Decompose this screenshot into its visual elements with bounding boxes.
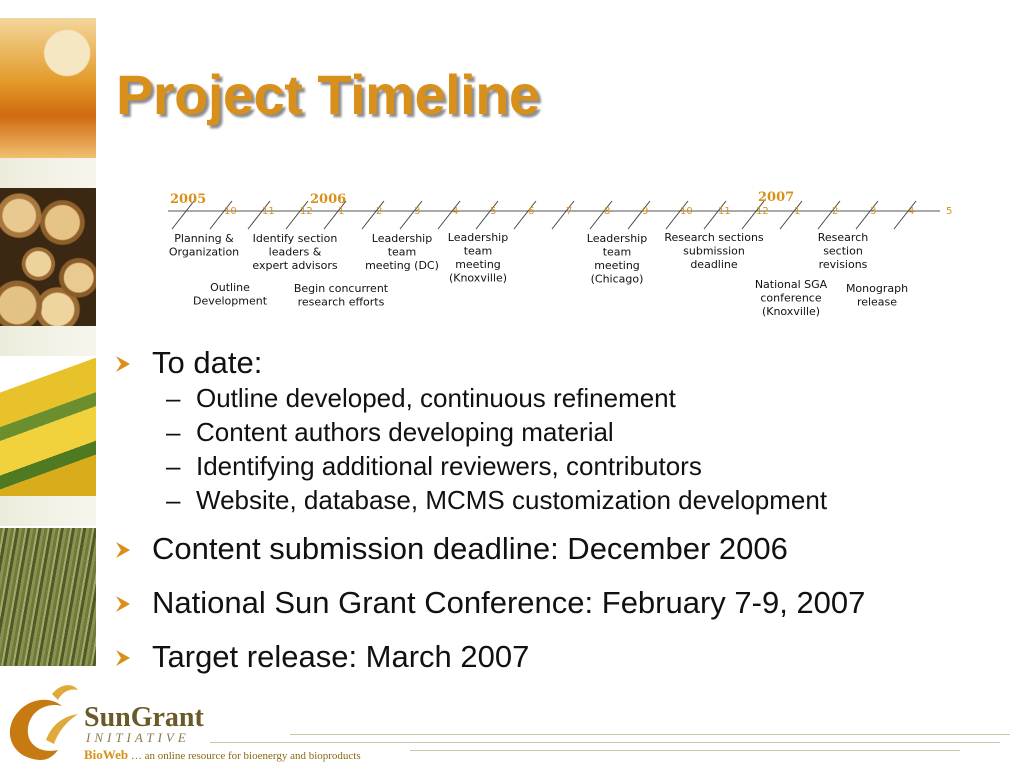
timeline-month-label: 1 bbox=[338, 206, 345, 217]
switchgrass-photo bbox=[0, 528, 96, 666]
timeline-event: Planning & Organization bbox=[168, 232, 240, 259]
timeline-lower-events bbox=[193, 278, 908, 318]
sub-bullet-text: Outline developed, continuous refinement bbox=[196, 383, 676, 413]
timeline-event: Research section revisions bbox=[817, 231, 869, 271]
timeline-month-label: 10 bbox=[680, 206, 693, 217]
timeline-month-label: 10 bbox=[224, 206, 237, 217]
arrow-bullet-icon bbox=[114, 541, 132, 559]
logo-subtext: INITIATIVE bbox=[86, 730, 190, 745]
dash-icon: – bbox=[166, 417, 181, 447]
dash-icon: – bbox=[166, 485, 181, 515]
timeline-event: National SGA conference (Knoxville) bbox=[754, 278, 828, 318]
timeline-event: Begin concurrent research efforts bbox=[293, 282, 389, 309]
timeline-event: Research sections submission deadline bbox=[664, 231, 764, 271]
timeline-month-label: 4 bbox=[452, 206, 459, 217]
tagline-text: … an online resource for bioenergy and bioproducts bbox=[130, 750, 361, 762]
lab-test-tube-photo bbox=[0, 18, 96, 158]
sub-bullet bbox=[114, 381, 994, 415]
page-title: Project Timeline bbox=[116, 63, 540, 126]
arrow-bullet-icon bbox=[114, 649, 132, 667]
timeline-month-label: 1 bbox=[794, 206, 801, 217]
timeline-month-label: 7 bbox=[566, 206, 573, 217]
project-timeline bbox=[160, 185, 960, 335]
sub-bullet bbox=[114, 483, 994, 517]
sub-bullet-text: Content authors developing material bbox=[196, 417, 614, 447]
timeline-month-label: 2 bbox=[376, 206, 383, 217]
year-2005: 2005 bbox=[170, 192, 207, 207]
logo-wordmark: SunGrant bbox=[84, 702, 204, 733]
corn-photo bbox=[0, 358, 96, 496]
sidebar-stripe bbox=[0, 158, 96, 188]
timeline-month-label: 3 bbox=[870, 206, 877, 217]
photo-sidebar bbox=[0, 0, 96, 700]
arrow-bullet-icon bbox=[114, 355, 132, 373]
year-2006: 2006 bbox=[310, 192, 347, 207]
sidebar-stripe bbox=[0, 326, 96, 356]
timeline-month-label: 4 bbox=[908, 206, 915, 217]
timeline-event: Leadership team meeting (Knoxville) bbox=[447, 231, 509, 285]
dash-icon: – bbox=[166, 383, 181, 413]
timeline-event: Identify section leaders & expert advisors bbox=[252, 232, 338, 272]
timeline-month-label: 6 bbox=[528, 206, 535, 217]
footer-rule bbox=[290, 734, 1010, 735]
timeline-month-label: 11 bbox=[718, 206, 731, 217]
logo-leaf-icon bbox=[52, 685, 78, 700]
year-2007: 2007 bbox=[758, 190, 795, 205]
sub-bullet bbox=[114, 415, 994, 449]
timeline-month-label: 12 bbox=[300, 206, 313, 217]
timeline-month-label: 5 bbox=[946, 206, 953, 217]
timeline-event: Outline Development bbox=[192, 281, 268, 308]
timeline-event: Leadership team meeting (DC) bbox=[365, 232, 439, 272]
bullet-to-date bbox=[114, 345, 994, 381]
bullet-text: Content submission deadline: December 2006 bbox=[152, 531, 788, 566]
sub-bullet-text: Website, database, MCMS customization development bbox=[196, 485, 828, 515]
bullet-deadline bbox=[114, 531, 994, 567]
timeline-month-label: 11 bbox=[262, 206, 275, 217]
wood-logs-photo bbox=[0, 188, 96, 326]
bullet-conference bbox=[114, 585, 994, 621]
timeline-month-label: 8 bbox=[604, 206, 611, 217]
footer-rule bbox=[210, 742, 1000, 743]
timeline-ticks bbox=[172, 201, 916, 229]
timeline-month-label: 9 bbox=[642, 206, 649, 217]
arrow-bullet-icon bbox=[114, 595, 132, 613]
sub-bullet-text: Identifying additional reviewers, contributors bbox=[196, 451, 702, 481]
timeline-event: Leadership team meeting (Chicago) bbox=[586, 232, 648, 286]
logo-leaf-icon bbox=[46, 714, 78, 744]
timeline-month-label: 12 bbox=[756, 206, 769, 217]
sub-bullet bbox=[114, 449, 994, 483]
timeline-month-label: 5 bbox=[490, 206, 497, 217]
footer-tagline bbox=[84, 747, 361, 763]
sidebar-stripe bbox=[0, 496, 96, 526]
footer-rule bbox=[410, 750, 960, 751]
timeline-month-label: 3 bbox=[414, 206, 421, 217]
bioweb-label: BioWeb bbox=[84, 747, 129, 762]
timeline-month-label: 2 bbox=[832, 206, 839, 217]
bullet-text: To date: bbox=[152, 345, 263, 380]
bullet-release bbox=[114, 639, 994, 675]
bullet-list bbox=[114, 345, 994, 675]
bullet-text: National Sun Grant Conference: February 7-9, 2007 bbox=[152, 585, 866, 620]
bullet-text: Target release: March 2007 bbox=[152, 639, 530, 674]
timeline-event: Monograph release bbox=[845, 282, 909, 309]
dash-icon: – bbox=[166, 451, 181, 481]
